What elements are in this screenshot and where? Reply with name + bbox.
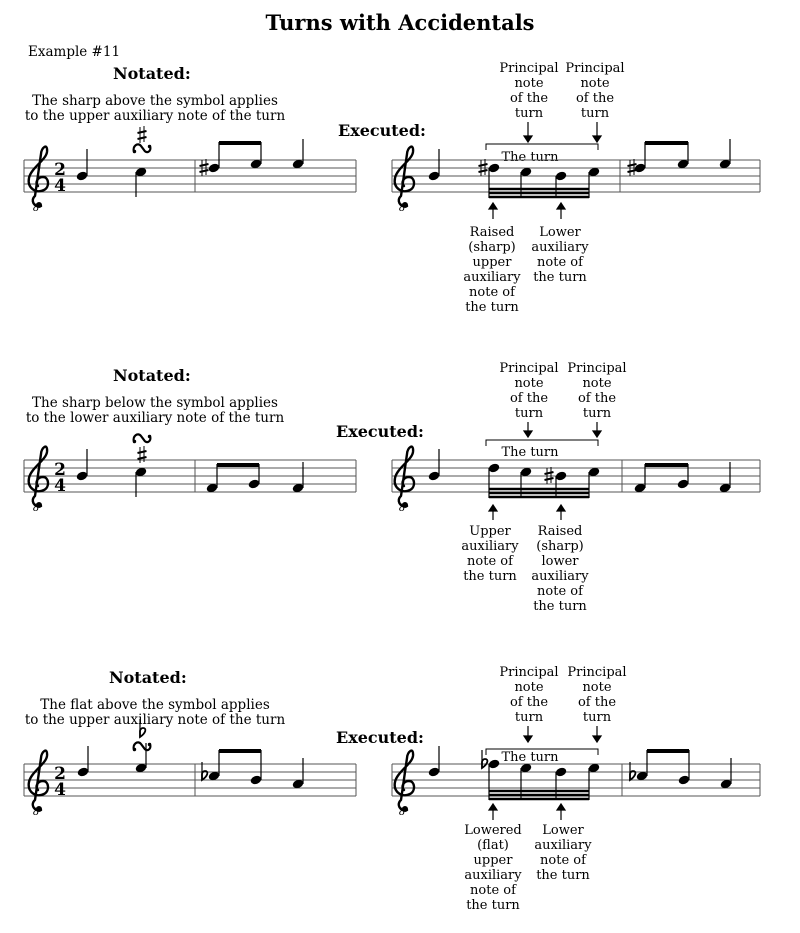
treble-clef-icon <box>395 751 414 812</box>
notated-desc-2b: to the lower auxiliary note of the turn <box>25 410 285 426</box>
sharp-icon <box>138 126 147 143</box>
time-sig-top: 2 <box>54 160 66 180</box>
label-line: the turn <box>465 300 519 315</box>
label-line: note of <box>537 584 583 599</box>
label-line: auxiliary <box>461 539 519 554</box>
label-line: auxiliary <box>531 240 589 255</box>
label-line: Principal <box>499 61 559 76</box>
label-line: auxiliary <box>531 569 589 584</box>
label-line: auxiliary <box>463 270 521 285</box>
turn-label-3: The turn <box>501 750 559 765</box>
label-line: note of <box>470 883 516 898</box>
staff-notated-2 <box>24 434 356 514</box>
flat-icon <box>482 750 487 768</box>
time-sig-bottom: 4 <box>54 780 66 800</box>
label-line: upper <box>472 255 512 270</box>
label-line: the turn <box>533 599 587 614</box>
label-line: Raised <box>469 225 515 240</box>
clef-octave-mark: 8 <box>32 807 40 818</box>
treble-clef-icon <box>29 147 48 208</box>
treble-clef-icon <box>29 447 48 508</box>
turn-label-2: The turn <box>501 445 559 460</box>
example-label: Example #11 <box>28 44 121 60</box>
label-line: lower <box>541 554 579 569</box>
label-line: of the <box>509 91 549 106</box>
label-line: note <box>514 76 544 91</box>
treble-clef-icon <box>395 447 414 508</box>
label-line: (sharp) <box>468 240 516 255</box>
time-sig-top: 2 <box>54 460 66 480</box>
turn-symbol-icon <box>133 434 151 443</box>
label-line: Upper <box>469 524 511 539</box>
treble-clef-icon <box>29 751 48 812</box>
executed-heading-2: Executed: <box>336 422 424 441</box>
label-line: turn <box>582 710 612 725</box>
label-line: the turn <box>533 270 587 285</box>
label-line: turn <box>514 406 544 421</box>
label-line: note <box>580 76 610 91</box>
label-line: Lower <box>539 225 581 240</box>
label-line: of the <box>577 391 617 406</box>
clef-octave-mark: 8 <box>398 807 406 818</box>
label-line: the turn <box>466 898 520 913</box>
notated-desc-1a: The sharp above the symbol applies <box>32 93 278 109</box>
page-title: Turns with Accidentals <box>265 10 535 35</box>
label-line: Principal <box>499 361 559 376</box>
label-line: note <box>514 680 544 695</box>
label-line: Raised <box>537 524 583 539</box>
label-line: (flat) <box>477 838 509 853</box>
flat-icon <box>140 719 145 737</box>
clef-octave-mark: 8 <box>32 503 40 514</box>
executed-heading-3: Executed: <box>336 728 424 747</box>
clef-octave-mark: 8 <box>32 203 40 214</box>
label-line: turn <box>514 106 544 121</box>
label-line: turn <box>580 106 610 121</box>
label-line: turn <box>514 710 544 725</box>
staff-executed-2 <box>392 422 760 520</box>
time-sig-bottom: 4 <box>54 476 66 496</box>
label-line: note of <box>540 853 586 868</box>
staff-notated-1 <box>24 126 356 214</box>
label-line: note <box>582 680 612 695</box>
notated-desc-3b: to the upper auxiliary note of the turn <box>24 712 286 728</box>
treble-clef-icon <box>395 147 414 208</box>
label-line: auxiliary <box>464 868 522 883</box>
notated-desc-3a: The flat above the symbol applies <box>40 697 270 713</box>
label-line: of the <box>575 91 615 106</box>
time-sig-bottom: 4 <box>54 176 66 196</box>
label-line: note <box>582 376 612 391</box>
label-line: of the <box>577 695 617 710</box>
time-sig-top: 2 <box>54 764 66 784</box>
label-line: auxiliary <box>534 838 592 853</box>
label-line: the turn <box>463 569 517 584</box>
staff-notated-3 <box>24 719 356 818</box>
notated-desc-1b: to the upper auxiliary note of the turn <box>24 108 286 124</box>
label-line: the turn <box>536 868 590 883</box>
label-line: Principal <box>565 61 625 76</box>
staff-executed-3 <box>392 726 760 820</box>
label-line: note <box>514 376 544 391</box>
label-line: Lower <box>542 823 584 838</box>
label-line: Principal <box>567 361 627 376</box>
notated-heading-1: Notated: <box>113 64 191 83</box>
executed-heading-1: Executed: <box>338 121 426 140</box>
label-line: turn <box>582 406 612 421</box>
turn-symbol-icon <box>133 144 151 153</box>
label-line: Lowered <box>464 823 522 838</box>
staff-executed-1 <box>392 122 760 219</box>
turn-label-1: The turn <box>501 150 559 165</box>
label-line: of the <box>509 695 549 710</box>
label-line: of the <box>509 391 549 406</box>
label-line: Principal <box>567 665 627 680</box>
flat-icon <box>630 762 635 780</box>
notated-heading-2: Notated: <box>113 366 191 385</box>
clef-octave-mark: 8 <box>398 203 406 214</box>
label-line: Principal <box>499 665 559 680</box>
label-line: (sharp) <box>536 539 584 554</box>
notated-heading-3: Notated: <box>109 668 187 687</box>
flat-icon <box>202 762 207 780</box>
notated-desc-2a: The sharp below the symbol applies <box>32 395 278 411</box>
label-line: note of <box>537 255 583 270</box>
label-line: note of <box>467 554 513 569</box>
label-line: upper <box>473 853 513 868</box>
clef-octave-mark: 8 <box>398 503 406 514</box>
label-line: note of <box>469 285 515 300</box>
turn-symbol-icon <box>133 742 151 751</box>
